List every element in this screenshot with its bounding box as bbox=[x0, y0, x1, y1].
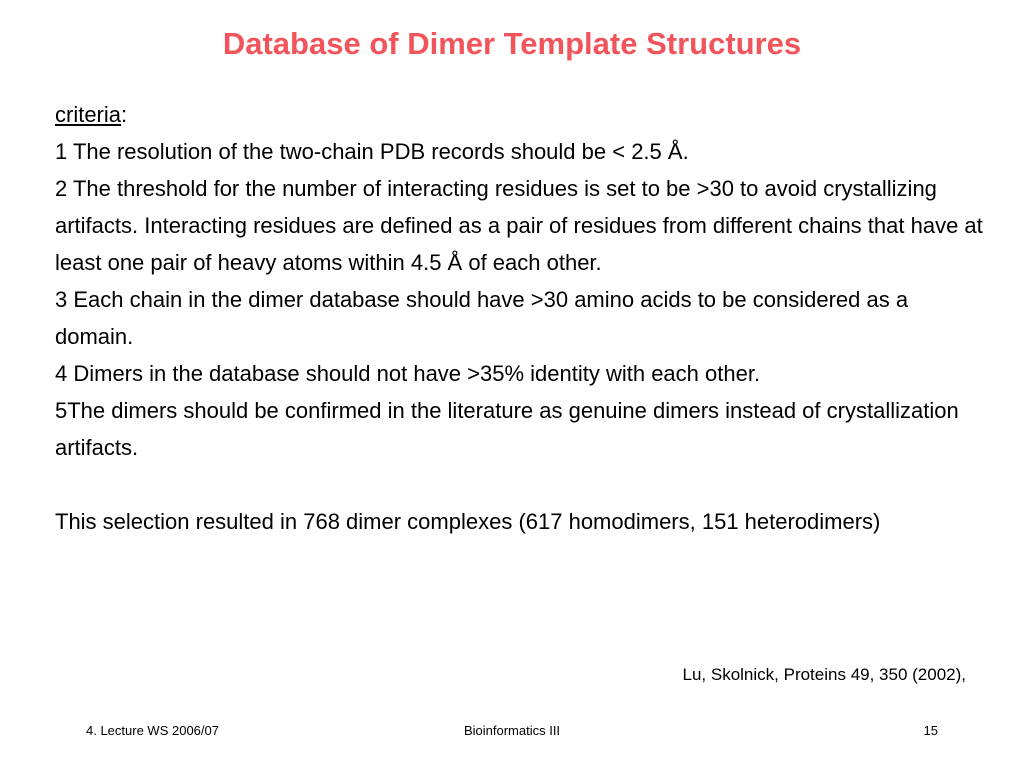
criteria-label: criteria bbox=[55, 102, 122, 127]
footer-page-number: 15 bbox=[923, 723, 938, 738]
criterion-4: 4 Dimers in the database should not have >35% identity with each other. bbox=[55, 361, 761, 386]
selection-summary: This selection resulted in 768 dimer complexes (617 homodimers, 151 heterodimers) bbox=[55, 509, 881, 534]
criterion-1: 1 The resolution of the two-chain PDB records should be < 2.5 Å. bbox=[55, 139, 689, 164]
criteria-colon: : bbox=[121, 102, 128, 127]
criteria-heading bbox=[55, 96, 985, 133]
footer-lecture: 4. Lecture WS 2006/07 bbox=[86, 723, 219, 738]
footer-course: Bioinformatics III bbox=[463, 723, 561, 738]
criterion-3: 3 Each chain in the dimer database should have >30 amino acids to be considered as a domain. bbox=[55, 287, 909, 349]
citation: Lu, Skolnick, Proteins 49, 350 (2002), bbox=[682, 665, 966, 684]
criterion-2: 2 The threshold for the number of interacting residues is set to be >30 to avoid crystallizing artifacts. Interacting residues are defined as a pair of residues from different chains that have at least one pair of heavy atoms within 4.5 Å of each other. bbox=[55, 176, 983, 275]
slide-title: Database of Dimer Template Structures bbox=[222, 26, 802, 61]
criterion-5: 5The dimers should be confirmed in the literature as genuine dimers instead of crystallization artifacts. bbox=[55, 398, 959, 460]
slide-body bbox=[55, 96, 985, 540]
spacer bbox=[55, 466, 985, 503]
